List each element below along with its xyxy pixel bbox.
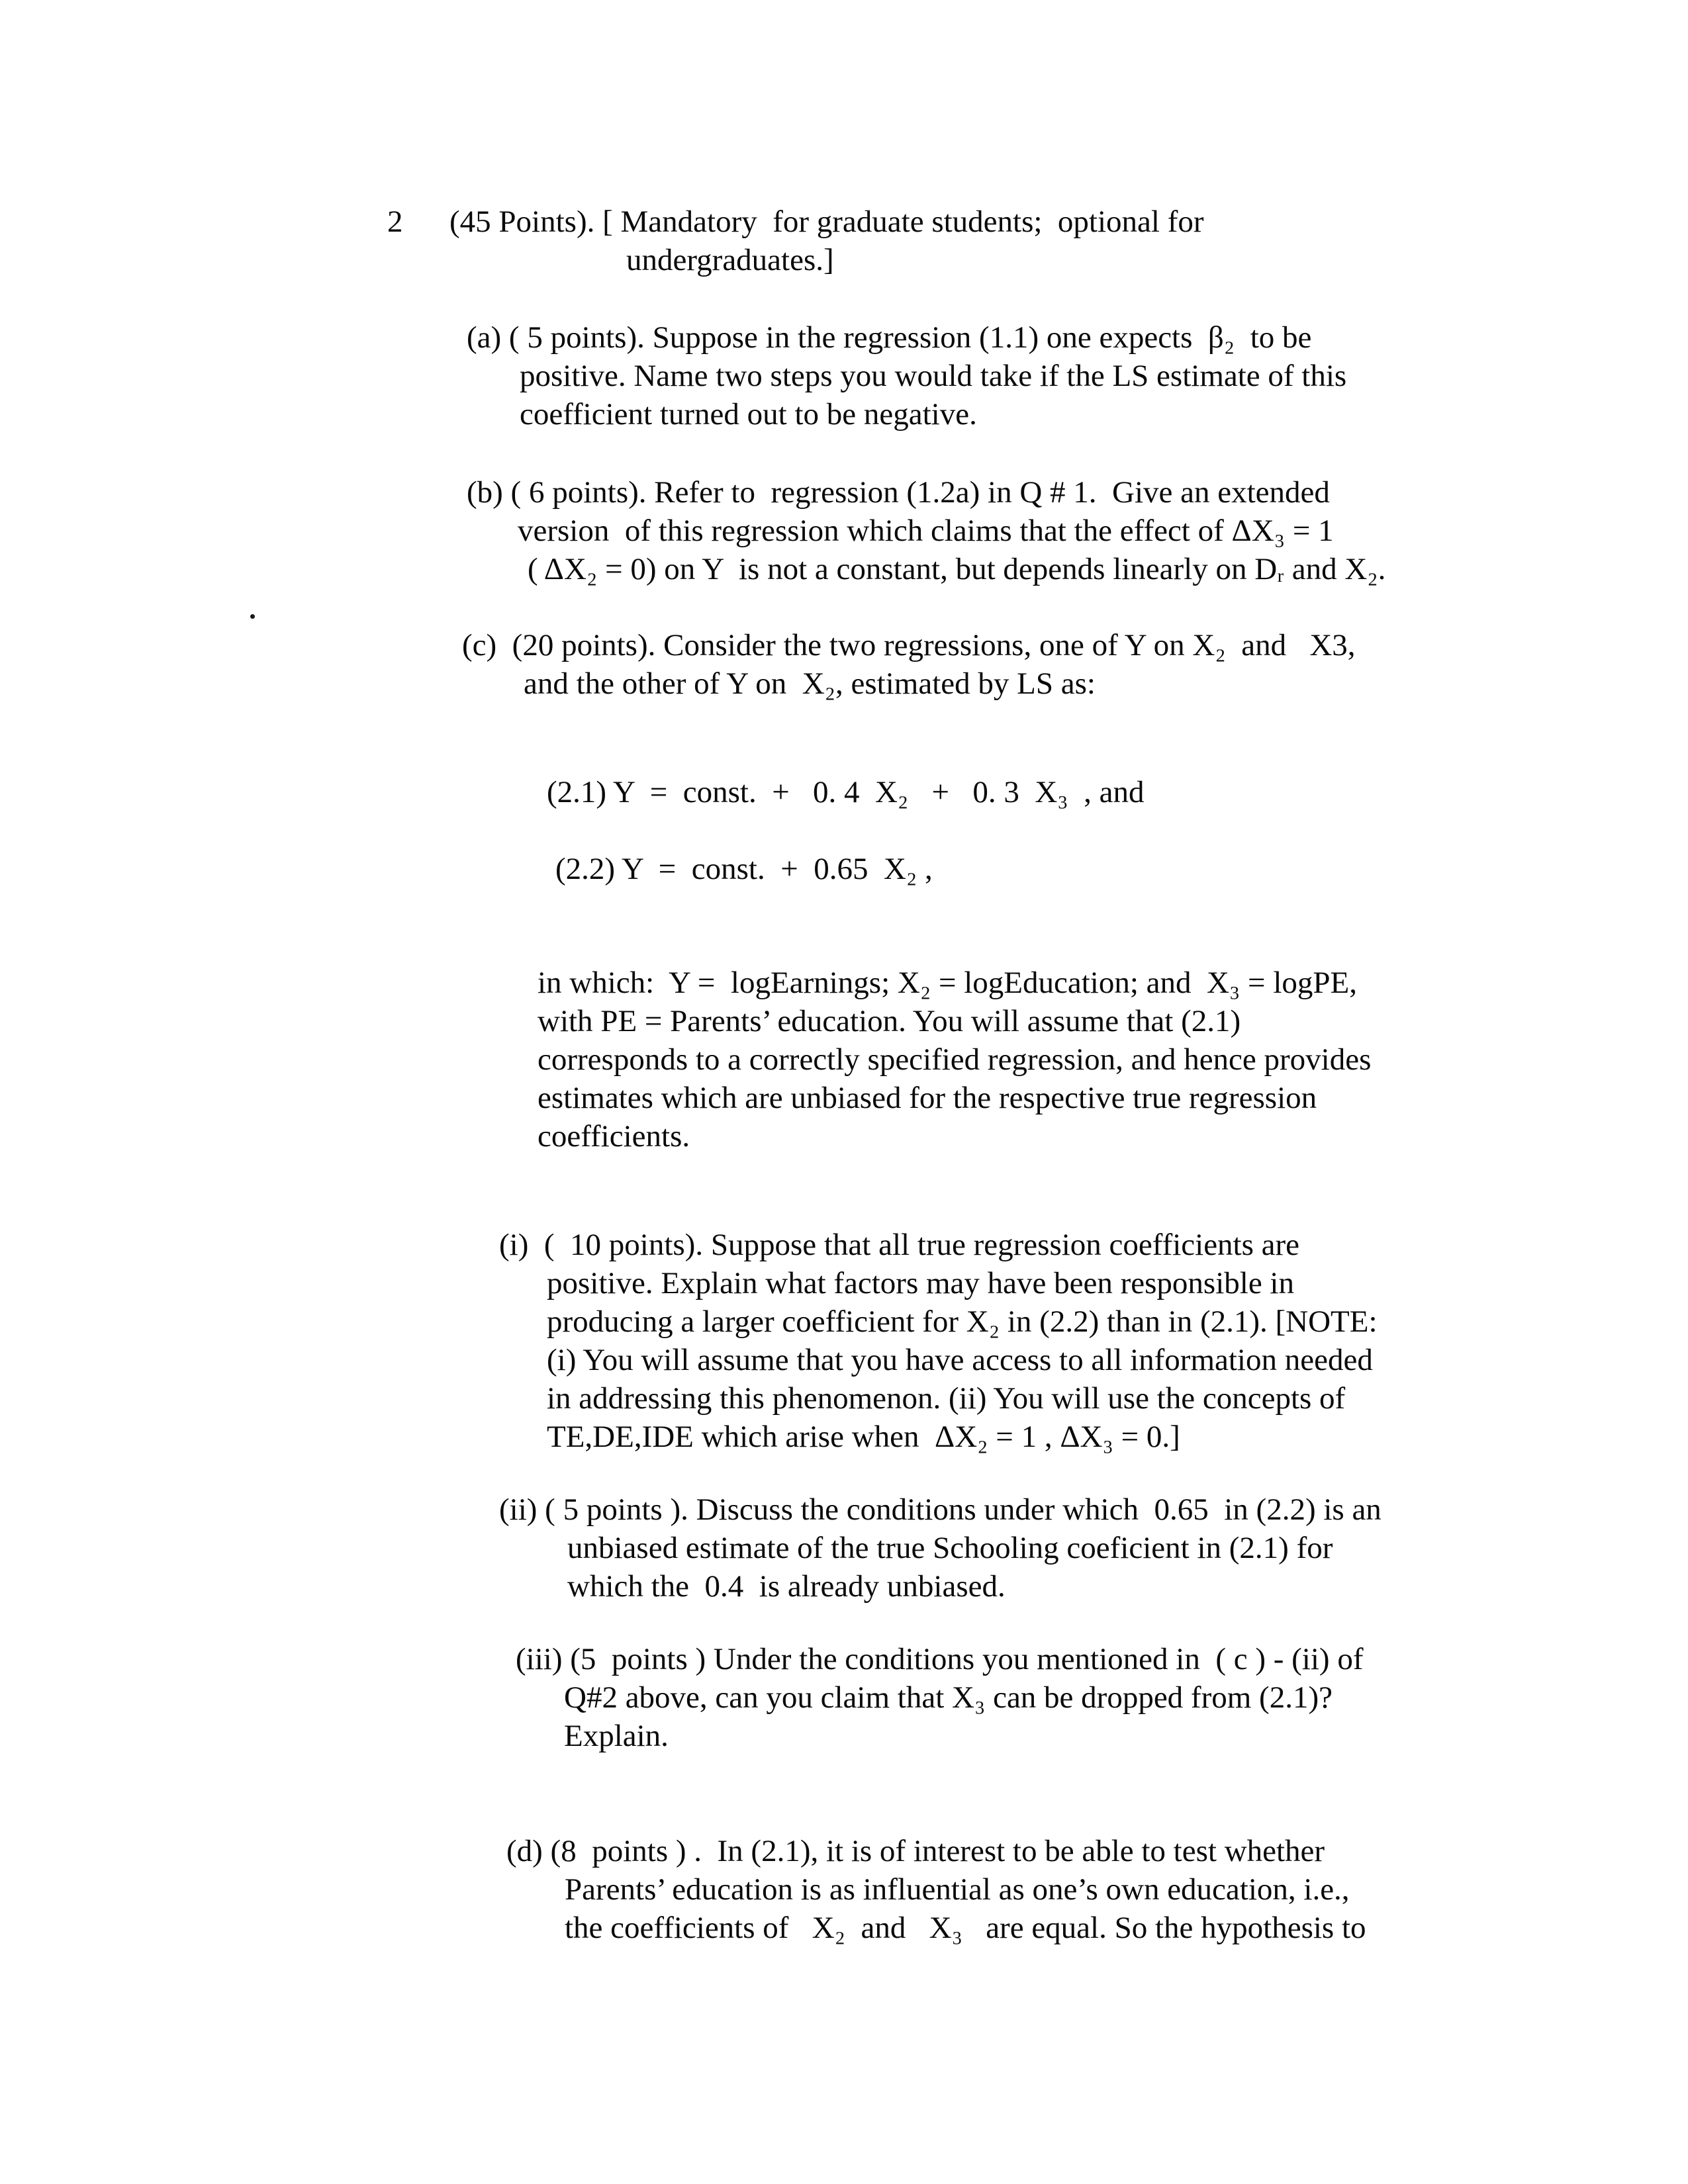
equation-2-1 <box>0 773 1688 811</box>
part-c-iii-line-3: Explain. <box>564 1719 669 1753</box>
part-a-line-3: coefficient turned out to be negative. <box>520 397 977 432</box>
part-a-line-1: (a) ( 5 points). Suppose in the regression (1.1) one expects β₂ to be <box>467 320 1312 355</box>
definitions-line-1: in which: Y = logEarnings; X₂ = logEducation; and X₃ = logPE, <box>538 966 1357 1000</box>
part-c-ii-line-3: which the 0.4 is already unbiased. <box>567 1569 1006 1604</box>
equation-2-2 <box>0 850 1688 888</box>
part-c-line-1: (c) (20 points). Consider the two regressions, one of Y on X₂ and X3, <box>462 628 1356 662</box>
equation-2-2-text: (2.2) Y = const. + 0.65 X₂ , <box>555 852 933 886</box>
definitions-line-2: with PE = Parents’ education. You will assume that (2.1) <box>538 1004 1241 1038</box>
part-c-iii-line-1: (iii) (5 points ) Under the conditions you mentioned in ( c ) - (ii) of <box>516 1642 1364 1676</box>
part-b <box>0 473 1688 588</box>
heading-line-1: 2 (45 Points). [ Mandatory for graduate students; optional for <box>387 205 1204 239</box>
part-c-i-line-4: (i) You will assume that you have access to all information needed <box>547 1343 1373 1377</box>
stray-ink-dot <box>250 614 255 619</box>
question-2-heading <box>0 203 1688 279</box>
part-c-i-line-2: positive. Explain what factors may have been responsible in <box>547 1266 1294 1300</box>
part-d-line-2: Parents’ education is as influential as one’s own education, i.e., <box>565 1872 1350 1907</box>
part-d-line-1: (d) (8 points ) . In (2.1), it is of interest to be able to test whether <box>506 1834 1325 1868</box>
part-c-ii-line-2: unbiased estimate of the true Schooling coeficient in (2.1) for <box>567 1531 1333 1565</box>
part-c-ii <box>0 1490 1688 1606</box>
definitions-line-4: estimates which are unbiased for the respective true regression <box>538 1081 1317 1115</box>
part-c <box>0 626 1688 703</box>
part-c-i-line-3: producing a larger coefficient for X₂ in (2.2) than in (2.1). [NOTE: <box>547 1304 1378 1339</box>
equation-2-1-text: (2.1) Y = const. + 0. 4 X₂ + 0. 3 X₃ , and <box>547 775 1145 809</box>
part-c-i-line-5: in addressing this phenomenon. (ii) You will use the concepts of <box>547 1381 1346 1416</box>
part-d <box>0 1832 1688 1947</box>
definitions-paragraph <box>0 964 1688 1156</box>
part-c-i <box>0 1226 1688 1456</box>
part-c-i-line-6: TE,DE,IDE which arise when ΔX₂ = 1 , ΔX₃ = 0.] <box>547 1420 1180 1454</box>
part-a-line-2: positive. Name two steps you would take if the LS estimate of this <box>520 359 1347 393</box>
part-c-line-2: and the other of Y on X₂, estimated by LS as: <box>524 666 1096 701</box>
part-b-line-2: version of this regression which claims that the effect of ΔX₃ = 1 <box>518 514 1334 548</box>
part-d-line-3: the coefficients of X₂ and X₃ are equal. So the hypothesis to <box>565 1911 1366 1945</box>
part-c-iii-line-2: Q#2 above, can you claim that X₃ can be dropped from (2.1)? <box>564 1680 1333 1715</box>
part-c-i-line-1: (i) ( 10 points). Suppose that all true regression coefficients are <box>499 1228 1300 1262</box>
definitions-line-5: coefficients. <box>538 1119 690 1154</box>
part-b-line-3: ( ΔX₂ = 0) on Y is not a constant, but depends linearly on Dᵣ and X₂. <box>528 552 1386 586</box>
part-c-ii-line-1: (ii) ( 5 points ). Discuss the conditions under which 0.65 in (2.2) is an <box>499 1492 1382 1527</box>
part-a <box>0 318 1688 433</box>
definitions-line-3: corresponds to a correctly specified regression, and hence provides <box>538 1042 1372 1077</box>
heading-line-2: undergraduates.] <box>626 243 834 277</box>
part-c-iii <box>0 1640 1688 1755</box>
part-b-line-1: (b) ( 6 points). Refer to regression (1.2a) in Q # 1. Give an extended <box>467 475 1330 510</box>
